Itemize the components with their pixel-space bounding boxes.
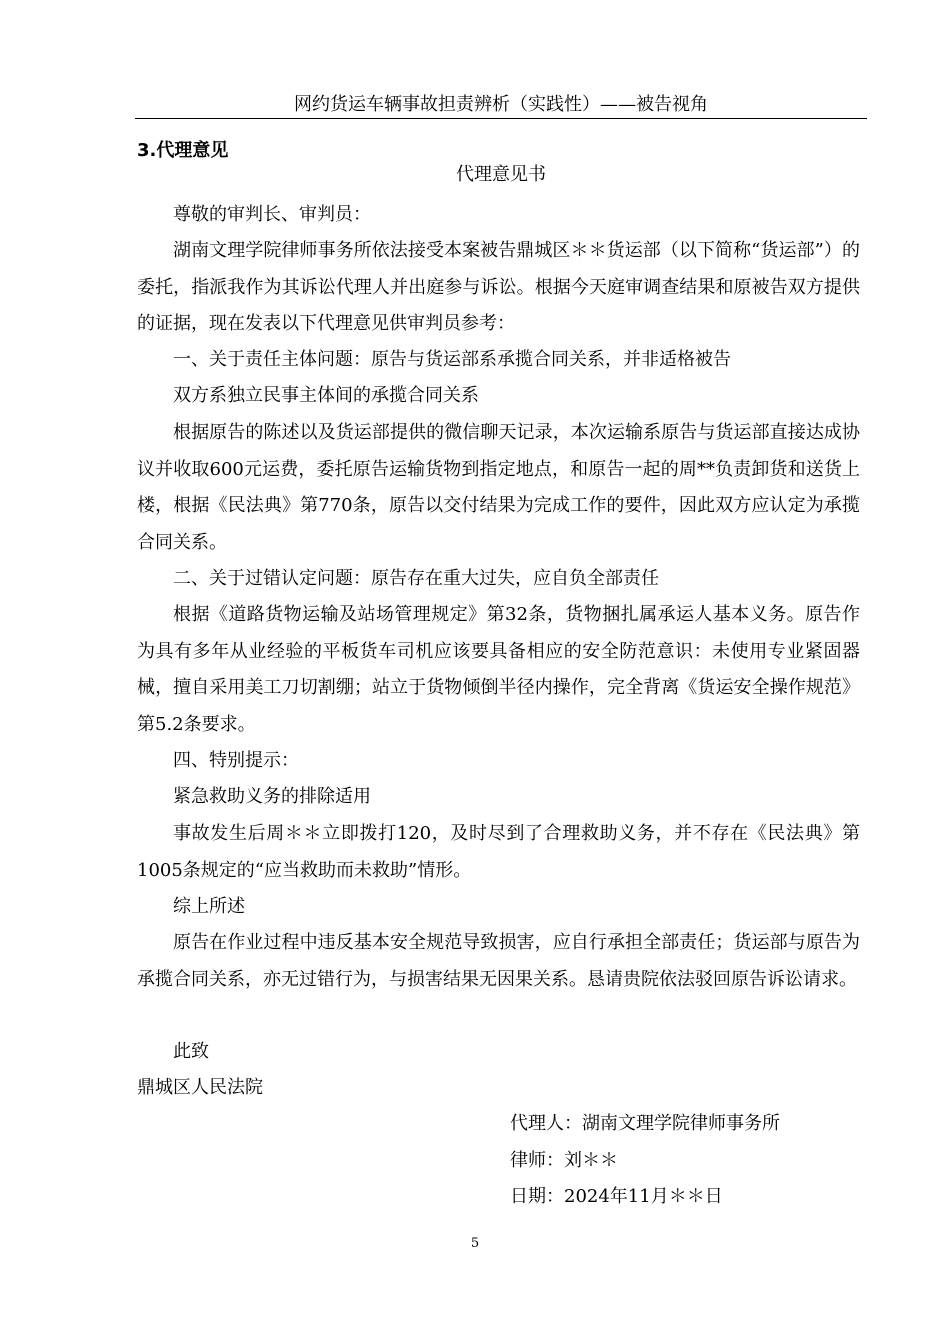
summary-body: 原告在作业过程中违反基本安全规范导致损害，应自行承担全部责任；货运部与原告为承揽合同关系，亦无过错行为，与损害结果无因果关系。恳请贵院依法驳回原告诉讼请求。 [137, 932, 860, 990]
running-header: 网约货运车辆事故担责辨析（实践性）——被告视角 [135, 92, 867, 119]
page-number: 5 [470, 1236, 480, 1251]
document-title: 代理意见书 [456, 164, 546, 185]
summary-title: 综上所述 [173, 896, 245, 917]
signature-lawyer: 律师：刘＊＊ [510, 1150, 618, 1171]
court-name: 鼎城区人民法院 [137, 1077, 263, 1098]
point1-body: 根据原告的陈述以及货运部提供的微信聊天记录，本次运输系原告与货运部直接达成协议并收取600元运费，委托原告运输货物到指定地点，和原告一起的周**负责卸货和送货上楼，根据《民法典》第770条，原告以交付结果为完成工作的要件，因此双方应认定为承揽合同关系。 [137, 422, 860, 553]
section-heading: 3.代理意见 [137, 140, 229, 161]
intro-paragraph: 湖南文理学院律师事务所依法接受本案被告鼎城区＊＊货运部（以下简称“货运部”）的委托，指派我作为其诉讼代理人并出庭参与诉讼。根据今天庭审调查结果和原被告双方提供的证据，现在发表以下代理意见供审判员参考： [137, 240, 860, 334]
point1-subtitle: 双方系独立民事主体间的承揽合同关系 [173, 385, 479, 406]
point2-title: 二、关于过错认定问题：原告存在重大过失，应自负全部责任 [173, 568, 659, 589]
closing: 此致 [173, 1041, 209, 1062]
point4-subtitle: 紧急救助义务的排除适用 [173, 786, 371, 807]
signature-agent: 代理人：湖南文理学院律师事务所 [510, 1113, 780, 1134]
point4-title: 四、特别提示： [173, 750, 299, 771]
point2-body: 根据《道路货物运输及站场管理规定》第32条，货物捆扎属承运人基本义务。原告作为具有多年从业经验的平板货车司机应该要具备相应的安全防范意识：未使用专业紧固器械，擅自采用美工刀切割绷；站立于货物倾倒半径内操作，完全背离《货运安全操作规范》第5.2条要求。 [137, 604, 860, 735]
salutation: 尊敬的审判长、审判员： [173, 204, 371, 225]
point4-body: 事故发生后周＊＊立即拨打120，及时尽到了合理救助义务，并不存在《民法典》第1005条规定的“应当救助而未救助”情形。 [137, 823, 860, 881]
point1-title: 一、关于责任主体问题：原告与货运部系承揽合同关系，并非适格被告 [173, 349, 731, 370]
signature-date: 日期：2024年11月＊＊日 [510, 1186, 723, 1207]
